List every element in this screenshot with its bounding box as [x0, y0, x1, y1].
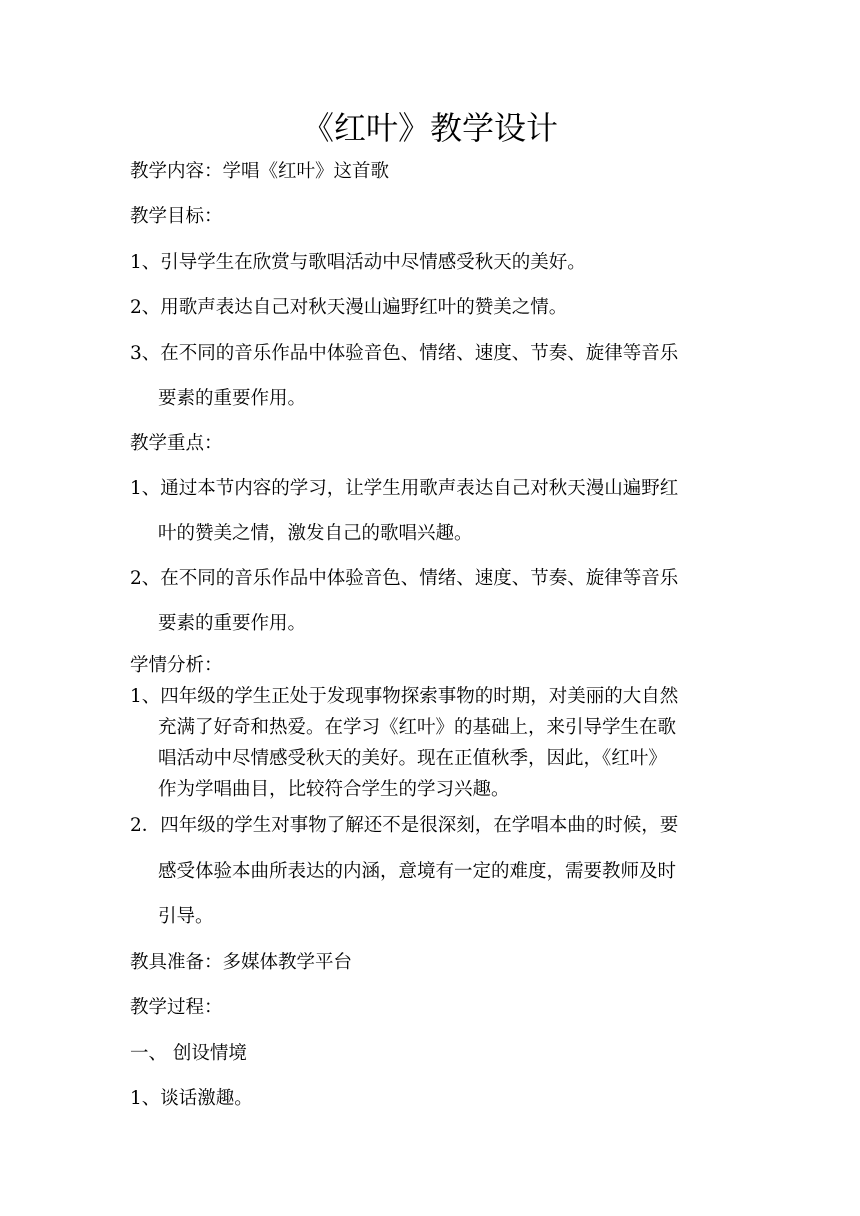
section-one-heading: 一、 创设情境	[130, 1043, 247, 1064]
goals-heading: 教学目标：	[130, 206, 223, 227]
teaching-content-line: 教学内容：学唱《红叶》这首歌	[130, 161, 390, 182]
process-heading: 教学过程：	[130, 997, 223, 1018]
analysis-item-1-line-4: 作为学唱曲目，比较符合学生的学习兴趣。	[158, 779, 510, 800]
analysis-item-2-line-2: 感受体验本曲所表达的内涵，意境有一定的难度，需要教师及时	[158, 861, 677, 882]
teaching-tools-line: 教具准备：多媒体教学平台	[130, 952, 353, 973]
analysis-heading: 学情分析：	[130, 655, 223, 676]
focus-item-1-line-1: 1、通过本节内容的学习，让学生用歌声表达自己对秋天漫山遍野红	[130, 478, 679, 499]
focus-heading: 教学重点：	[130, 433, 223, 454]
analysis-item-1-line-2: 充满了好奇和热爱。在学习《红叶》的基础上，来引导学生在歌	[158, 717, 677, 738]
goal-item-2: 2、用歌声表达自己对秋天漫山遍野红叶的赞美之情。	[130, 297, 568, 318]
goal-item-3-line-2: 要素的重要作用。	[158, 388, 307, 409]
focus-item-2-line-1: 2、在不同的音乐作品中体验音色、情绪、速度、节奏、旋律等音乐	[130, 568, 679, 589]
step-one-line: 1、谈话激趣。	[130, 1088, 253, 1109]
analysis-item-1-line-3: 唱活动中尽情感受秋天的美好。现在正值秋季，因此，《红叶》	[158, 748, 667, 769]
focus-item-1-line-2: 叶的赞美之情，激发自己的歌唱兴趣。	[158, 523, 473, 544]
analysis-item-2-line-3: 引导。	[158, 906, 214, 927]
document-title: 《红叶》教学设计	[301, 109, 558, 147]
goal-item-1: 1、引导学生在欣赏与歌唱活动中尽情感受秋天的美好。	[130, 252, 586, 273]
focus-item-2-line-2: 要素的重要作用。	[158, 613, 307, 634]
analysis-item-2-line-1: 2．四年级的学生对事物了解还不是很深刻，在学唱本曲的时候，要	[130, 815, 679, 836]
analysis-item-1-line-1: 1、四年级的学生正处于发现事物探索事物的时期，对美丽的大自然	[130, 686, 679, 707]
goal-item-3-line-1: 3、在不同的音乐作品中体验音色、情绪、速度、节奏、旋律等音乐	[130, 343, 679, 364]
